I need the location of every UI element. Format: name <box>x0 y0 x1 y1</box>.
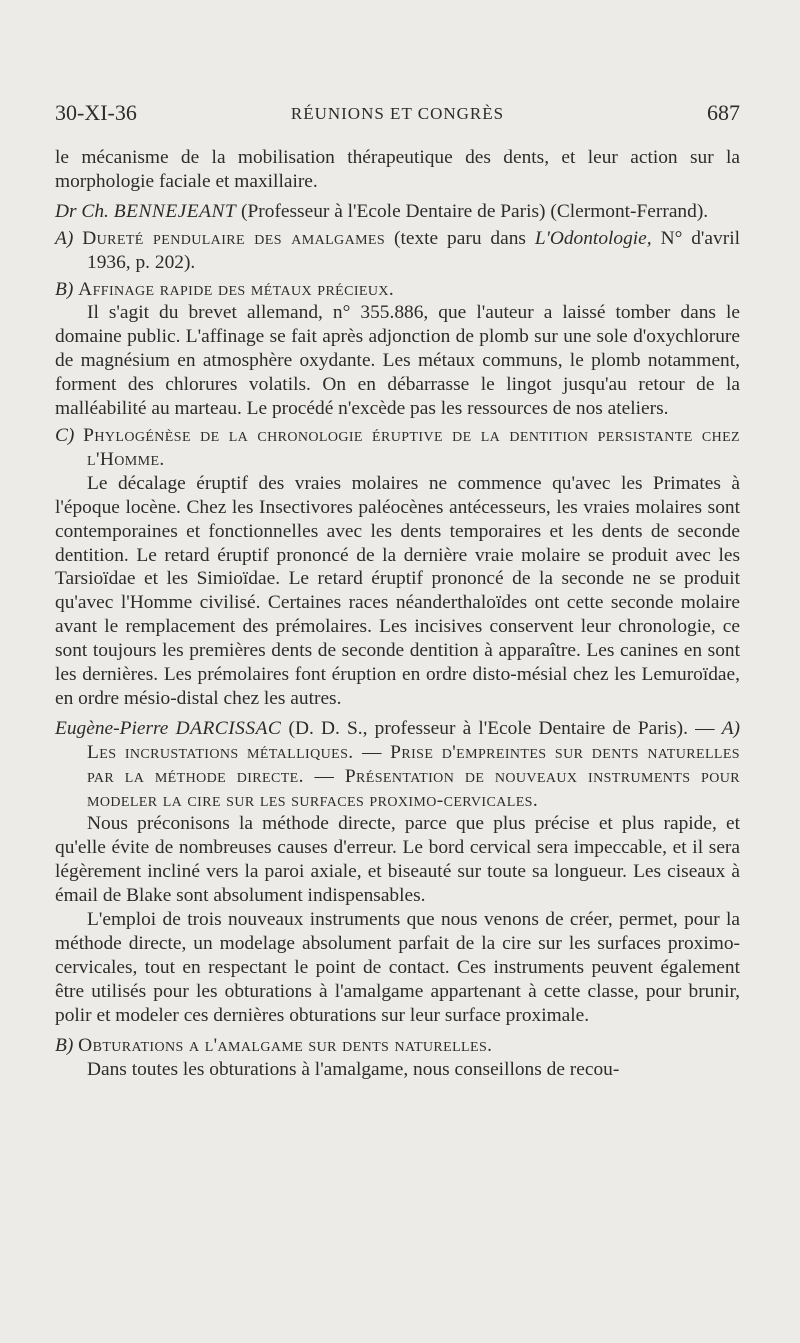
item-c-heading <box>55 424 740 472</box>
author-affiliation: (Professeur à l'Ecole Dentaire de Paris) (Clermont-Ferrand). <box>241 200 709 222</box>
paragraph-continued: le mécanisme de la mobilisation thérapeutique des dents, et leur action sur la morphologie faciale et maxillaire. <box>55 147 740 192</box>
item-title: Dureté pendulaire des amalgames <box>82 227 386 249</box>
paragraph-affinage: Il s'agit du brevet allemand, n° 355.886, que l'auteur a laissé tomber dans le domaine public. L'affinage se fait après adjonction de plomb sur une sole d'oxychlorure de magnésium en atmosphère oxydante. Les métaux communs, le plomb notamment, forment des chlorures volatils. On en débarrasse le lingot jusqu'au retour de la malléabilité au marteau. Le procédé n'excède pas les ressources de nos ateliers. <box>55 302 740 420</box>
header-section-title: RÉUNIONS ET CONGRÈS <box>290 104 505 123</box>
item-b2-heading <box>55 1034 740 1058</box>
page-number: 687 <box>707 100 740 125</box>
item-reference: N° d'avril 1936, p. 202). <box>87 227 740 273</box>
item-a-heading <box>55 227 740 275</box>
item-text: (texte paru dans <box>394 227 526 249</box>
author-first-name: Ch. <box>81 200 109 222</box>
author-entry-darcissac <box>55 717 740 813</box>
item-label: B) <box>55 278 74 300</box>
paragraph-methode-directe: Nous préconisons la méthode directe, parce que plus précise et plus rapide, et qu'elle évite de nombreuses causes d'erreur. Le bord cervical sera impeccable, et il sera légèrement incliné vers la paroi axiale, et biseauté sur toute sa longueur. Les ciseaux à émail de Blake sont absolument indispensables. <box>55 813 740 907</box>
item-label: C) <box>55 424 75 446</box>
header-date: 30-XI-36 <box>55 100 137 125</box>
author-title: Dr <box>55 200 77 222</box>
item-title: Les incrustations métalliques. — Prise d'empreintes sur dents naturelles par la méthode directe. — Présentation de nouveaux instruments pour modeler la cire sur les surfaces proximo-cervicales. <box>87 741 740 811</box>
author-affiliation: (D. D. S., professeur à l'Ecole Dentaire de Paris). — <box>288 717 715 739</box>
author-last-name: DARCISSAC <box>175 717 282 739</box>
item-title: Obturations a l'amalgame sur dents naturelles. <box>78 1034 493 1056</box>
item-label: A) <box>55 227 74 249</box>
running-header <box>55 100 740 130</box>
author-first-name: Eugène-Pierre <box>55 717 169 739</box>
item-title: Affinage rapide des métaux précieux. <box>78 278 395 300</box>
item-label: A) <box>721 717 741 739</box>
journal-name: L'Odontologie, <box>534 227 652 249</box>
item-title: Phylogénèse de la chronologie éruptive de la dentition persistante chez l'Homme. <box>83 424 740 470</box>
paragraph-instruments: L'emploi de trois nouveaux instruments que nous venons de créer, permet, pour la méthode directe, un modelage absolument parfait de la cire sur les surfaces proximo-cervicales, tout en respectant le point de contact. Ces instruments peuvent également être utilisés pour les obturations à l'amalgame appartenant à cette classe, pour brunir, polir et modeler ces dernières obturations sur leur surface proximale. <box>55 909 740 1026</box>
paragraph-phylogenese: Le décalage éruptif des vraies molaires ne commence qu'avec les Primates à l'époque locène. Chez les Insectivores paléocènes antécesseurs, les vraies molaires sont contemporaines et fonctionnelles avec les dents temporaires et les dents de seconde dentition. Le retard éruptif prononcé de la dernière vraie molaire se produit avec les Tarsioïdae et les Simioïdae. Le retard éruptif prononcé de la seconde ne se produit qu'avec l'Homme civilisé. Certaines races néanderthaloïdes ont cette seconde molaire avant le remplacement des prémolaires. Les incisives conservent leur chronologie, ce sont toujours les premières dents de seconde dentition à apparaître. Les canines en sont les dernières. Les prémolaires font éruption en ordre disto-mésial chez les Lemuroïdae, en ordre mésio-distal chez les autres. <box>55 472 740 709</box>
paragraph-amalgame: Dans toutes les obturations à l'amalgame, nous conseillons de recou- <box>87 1058 620 1080</box>
item-label: B) <box>55 1034 74 1056</box>
page-body <box>55 146 740 1081</box>
author-last-name: BENNEJEANT <box>113 200 237 222</box>
item-b-heading <box>55 278 740 302</box>
author-entry-bennejeant <box>55 200 740 224</box>
